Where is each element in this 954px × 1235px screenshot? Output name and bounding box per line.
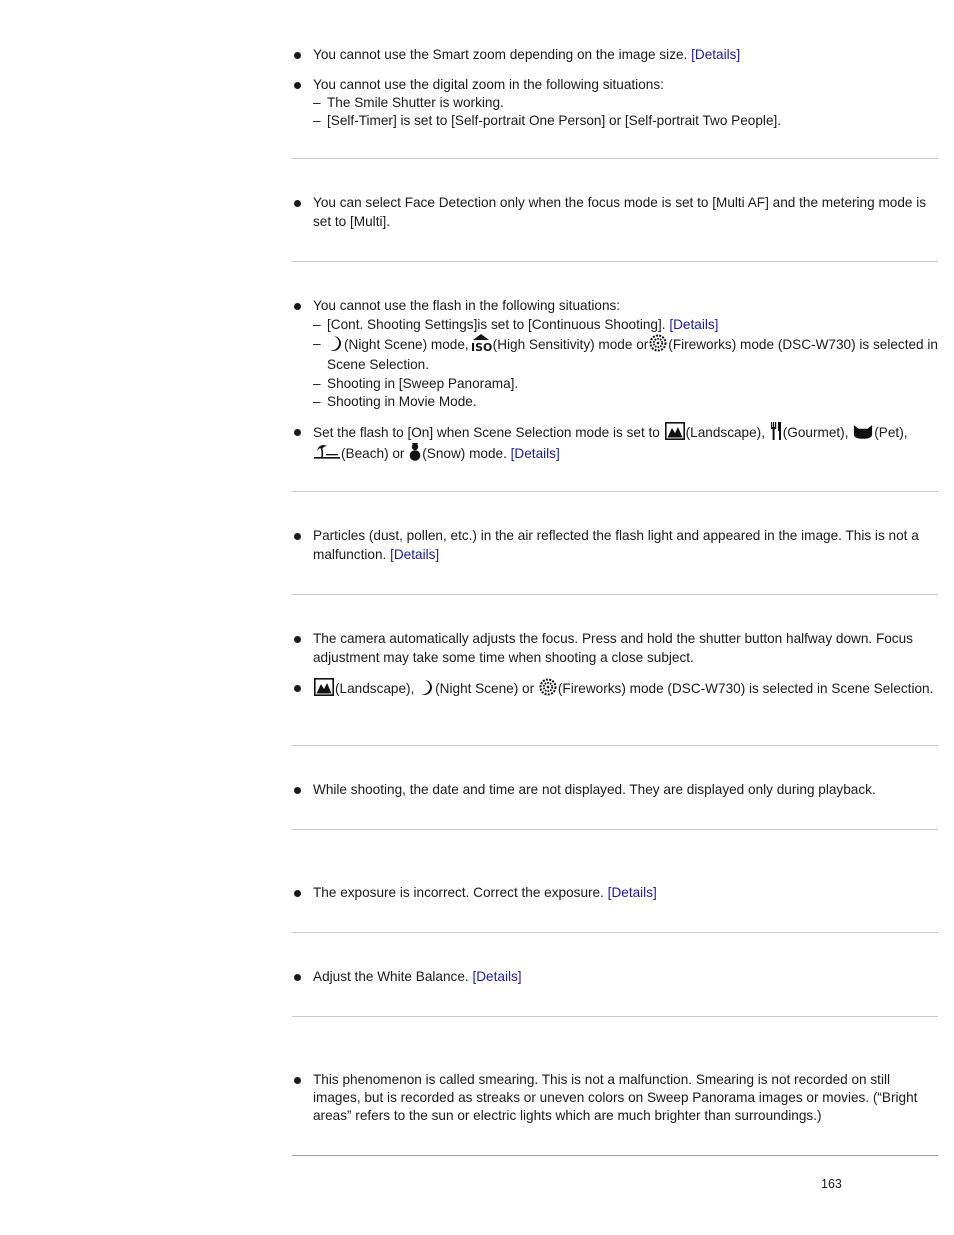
list-item (292, 1071, 938, 1125)
flash-section (292, 297, 938, 464)
sub-item: – [Self-Timer] is set to [Self-portrait One Person] or [Self-portrait Two People]. (313, 113, 782, 129)
divider (292, 829, 938, 830)
beach-icon (314, 443, 340, 461)
divider (292, 491, 938, 492)
sub-item: – Shooting in [Sweep Panorama]. (313, 375, 519, 391)
bullet-icon (294, 429, 301, 436)
list-item (292, 884, 938, 903)
date-time-section (292, 781, 938, 800)
fireworks-icon (649, 334, 667, 352)
divider (292, 594, 938, 595)
landscape-icon (314, 678, 334, 696)
bullet-icon (294, 82, 301, 89)
list-item (292, 194, 938, 231)
focus-section (292, 630, 938, 699)
details-link[interactable]: [Details] (472, 969, 522, 984)
moon-icon (419, 679, 434, 696)
details-link[interactable]: [Details] (691, 47, 741, 62)
face-detection-section (292, 194, 938, 231)
item-text: While shooting, the date and time are not displayed. They are displayed only during playback. (313, 782, 876, 797)
details-link[interactable]: [Details] (390, 546, 440, 562)
gourmet-icon (770, 422, 782, 440)
high-sensitivity-iso-icon (470, 334, 492, 352)
details-link[interactable]: [Details] (510, 446, 560, 462)
item-text: The exposure is incorrect. Correct the exposure. (313, 885, 604, 900)
list-item (292, 968, 938, 987)
bullet-icon (294, 1077, 301, 1084)
exposure-section (292, 884, 938, 903)
smearing-section (292, 1071, 938, 1125)
sub-item: – [Cont. Shooting Settings]is set to [Continuous Shooting]. [Details] (313, 316, 719, 332)
bullet-icon (294, 685, 301, 692)
smart-zoom-section (292, 46, 938, 130)
pet-icon (853, 423, 873, 440)
list-item: Set the flash to [On] when Scene Selection mode is set to (Landscape), (Gourmet), (Pet), (Beach) or (Snow) mode. [Details] (292, 422, 938, 464)
divider (292, 158, 938, 159)
item-text: You cannot use the Smart zoom depending on the image size. (313, 47, 688, 62)
list-item: (Landscape), (Night Scene) or (Fireworks) mode (DSC-W730) is selected in Scene Selection. (292, 678, 938, 699)
item-text: The camera automatically adjusts the focus. Press and hold the shutter button halfway down. Focus adjustment may take some time when shooting a close subject. (313, 631, 913, 665)
details-link[interactable]: [Details] (669, 316, 719, 332)
page-number: 163 (821, 1177, 842, 1191)
item-text: Adjust the White Balance. (313, 969, 469, 984)
divider (292, 745, 938, 746)
details-link[interactable]: [Details] (607, 885, 657, 900)
bullet-icon (294, 787, 301, 794)
bullet-icon (294, 200, 301, 207)
bullet-icon (294, 52, 301, 59)
item-text: Particles (dust, pollen, etc.) in the air reflected the flash light and appeared in the image. This is not a malfunction. (313, 528, 919, 562)
item-text: You can select Face Detection only when the focus mode is set to [Multi AF] and the metering mode is set to [Multi]. (313, 195, 927, 229)
list-item (292, 297, 938, 411)
white-balance-section (292, 968, 938, 987)
divider (292, 1155, 938, 1156)
divider (292, 261, 938, 262)
list-item (292, 630, 938, 667)
sub-item: – (Night Scene) mode, (High Sensitivity) mode or (Fireworks) mode (DSC-W730) is selected in Scene Selection. (313, 335, 938, 372)
landscape-icon (665, 422, 685, 440)
snowman-icon (409, 443, 421, 461)
sub-item: – The Smile Shutter is working. (313, 95, 504, 110)
bullet-icon (294, 636, 301, 643)
sub-item: – Shooting in Movie Mode. (313, 393, 477, 409)
divider (292, 932, 938, 933)
moon-icon (328, 335, 343, 352)
bullet-icon (294, 890, 301, 897)
item-text: This phenomenon is called smearing. This is not a malfunction. Smearing is not recorded on still images, but is recorded as streaks or uneven colors on Sweep Panorama images or movies. (“Bright areas” refers to the sun or electric lights which are much brighter than surroundings.) (313, 1072, 918, 1123)
bullet-icon (294, 533, 301, 540)
item-text: You cannot use the flash in the following situations: (313, 298, 621, 313)
list-item (292, 527, 938, 564)
bullet-icon (294, 974, 301, 981)
list-item (292, 76, 938, 131)
list-item (292, 781, 938, 800)
particles-section (292, 527, 938, 564)
fireworks-icon (539, 678, 557, 696)
list-item (292, 46, 938, 65)
bullet-icon (294, 303, 301, 310)
item-text: You cannot use the digital zoom in the following situations: (313, 76, 664, 92)
divider (292, 1016, 938, 1017)
